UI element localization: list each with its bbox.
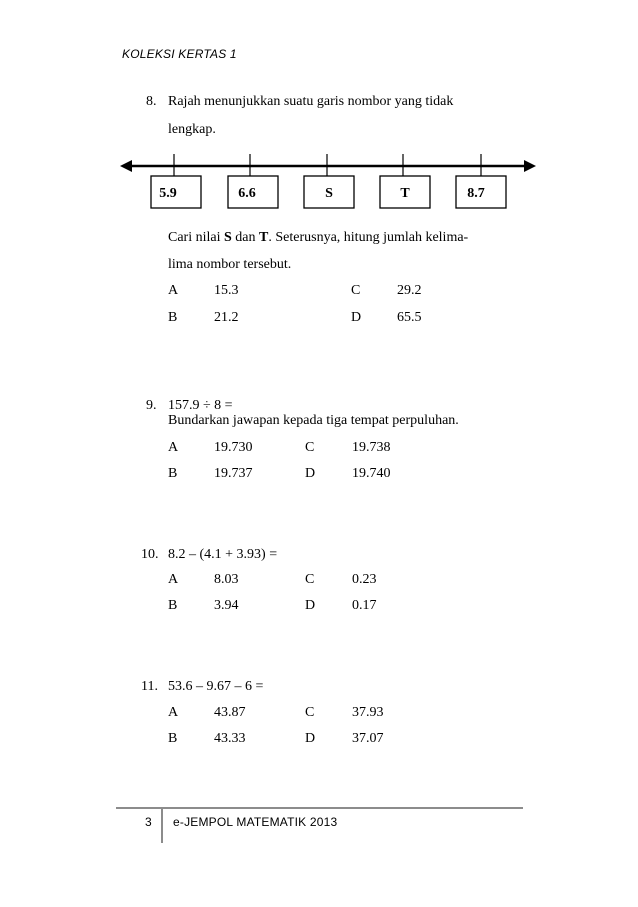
- q8-text-line1: Rajah menunjukkan suatu garis nombor yang tidak: [168, 94, 454, 109]
- footer-title: e-JEMPOL MATEMATIK 2013: [173, 815, 338, 829]
- q10-option-b-letter: B: [168, 598, 178, 613]
- q11-option-c-value: 37.93: [352, 705, 384, 720]
- q10-option-a-letter: A: [168, 572, 179, 587]
- footer-page-number: 3: [145, 815, 152, 829]
- number-line-left-arrow: [120, 160, 132, 172]
- q9-instruction: Bundarkan jawapan kepada tiga tempat perpuluhan.: [168, 413, 459, 428]
- q10-number: 10.: [141, 547, 159, 562]
- q11-option-a-letter: A: [168, 705, 179, 720]
- q11-option-b-letter: B: [168, 731, 178, 746]
- q8-instruction-t: T: [259, 230, 269, 245]
- q8-option-a-value: 15.3: [214, 283, 239, 298]
- q11-expression: 53.6 – 9.67 – 6 =: [168, 679, 264, 694]
- q8-option-d-value: 65.5: [397, 310, 422, 325]
- q11-option-a-value: 43.87: [214, 705, 246, 720]
- q9-option-a-value: 19.730: [214, 440, 253, 455]
- number-line-label-t: T: [400, 186, 410, 201]
- footer-rule: [116, 807, 523, 809]
- q8-number: 8.: [146, 94, 157, 109]
- q9-number: 9.: [146, 398, 157, 413]
- q8-option-b-value: 21.2: [214, 310, 239, 325]
- q10-option-c-letter: C: [305, 572, 315, 587]
- q8-instruction-part1: Cari nilai: [168, 230, 224, 245]
- q10-option-a-value: 8.03: [214, 572, 239, 587]
- q8-instruction-line1: [168, 230, 468, 246]
- q8-instruction-part3: . Seterusnya, hitung jumlah kelima-: [268, 230, 469, 245]
- q8-option-c-letter: C: [351, 283, 361, 298]
- number-line-label-5: 8.7: [467, 186, 485, 201]
- q8-instruction-line2: lima nombor tersebut.: [168, 257, 292, 272]
- q9-option-d-value: 19.740: [352, 466, 391, 481]
- q11-option-d-value: 37.07: [352, 731, 384, 746]
- q10-option-b-value: 3.94: [214, 598, 239, 613]
- q8-option-a-letter: A: [168, 283, 179, 298]
- q8-instruction-part2: dan: [231, 230, 260, 245]
- number-line-right-arrow: [524, 160, 536, 172]
- q8-option-d-letter: D: [351, 310, 362, 325]
- footer-divider: [161, 809, 163, 843]
- number-line-label-s: S: [325, 186, 333, 201]
- q10-option-c-value: 0.23: [352, 572, 377, 587]
- q8-option-b-letter: B: [168, 310, 178, 325]
- q8-text-line2: lengkap.: [168, 122, 216, 137]
- q9-option-b-letter: B: [168, 466, 178, 481]
- q9-option-d-letter: D: [305, 466, 316, 481]
- number-line-label-2: 6.6: [238, 186, 256, 201]
- q10-expression: 8.2 – (4.1 + 3.93) =: [168, 547, 278, 562]
- q9-expression: 157.9 ÷ 8 =: [168, 398, 233, 413]
- number-line-label-1: 5.9: [159, 186, 177, 201]
- q11-option-b-value: 43.33: [214, 731, 246, 746]
- q9-option-b-value: 19.737: [214, 466, 253, 481]
- number-line-diagram: [120, 148, 536, 212]
- page-header: KOLEKSI KERTAS 1: [122, 47, 237, 61]
- q10-option-d-value: 0.17: [352, 598, 377, 613]
- q10-option-d-letter: D: [305, 598, 316, 613]
- q9-option-a-letter: A: [168, 440, 179, 455]
- q11-number: 11.: [141, 679, 158, 694]
- q9-option-c-letter: C: [305, 440, 315, 455]
- q8-option-c-value: 29.2: [397, 283, 422, 298]
- q8-instruction-s: S: [224, 230, 232, 245]
- q11-option-d-letter: D: [305, 731, 316, 746]
- q9-option-c-value: 19.738: [352, 440, 391, 455]
- q11-option-c-letter: C: [305, 705, 315, 720]
